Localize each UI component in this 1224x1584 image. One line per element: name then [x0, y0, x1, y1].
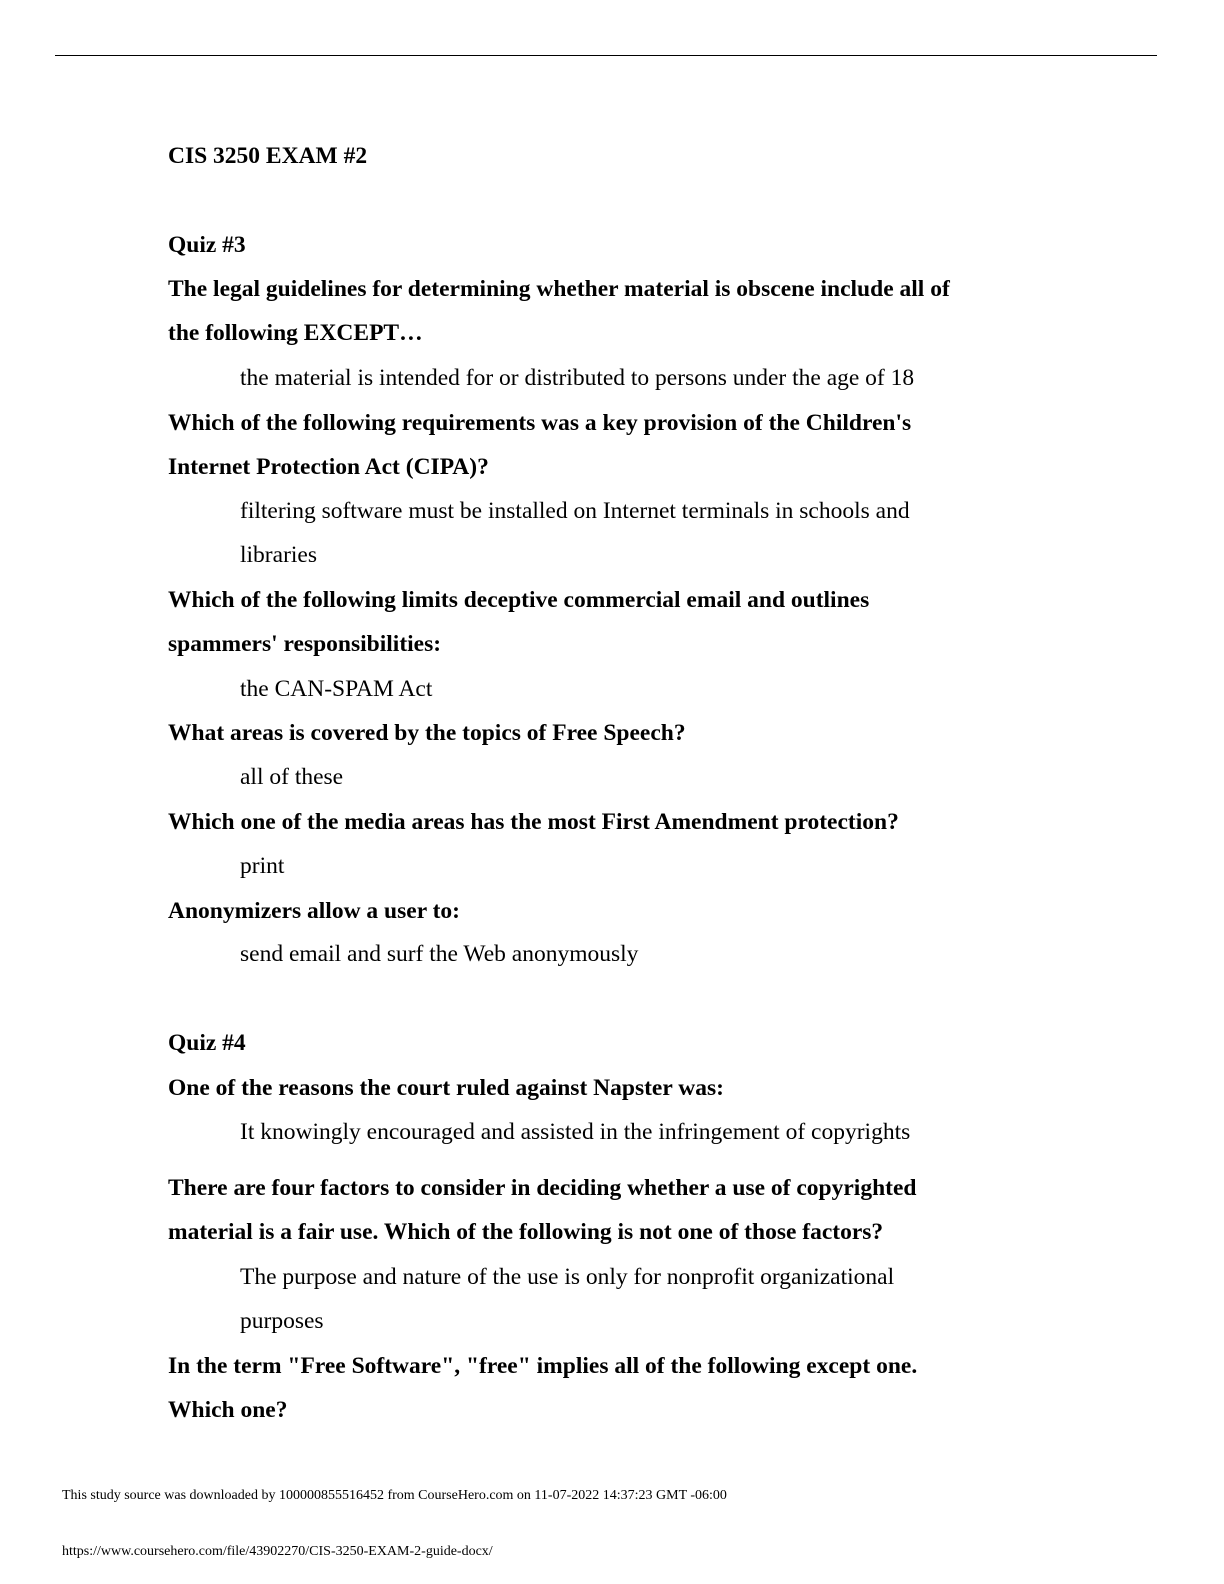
question-text: Which one of the media areas has the most First Amendment protection? — [168, 809, 899, 835]
answer-text: filtering software must be installed on Internet terminals in schools and — [240, 498, 910, 524]
answer-text: The purpose and nature of the use is only for nonprofit organizational — [240, 1264, 895, 1290]
question-text: the following EXCEPT… — [168, 320, 423, 346]
question-text: One of the reasons the court ruled against Napster was: — [168, 1075, 724, 1101]
quiz3-heading: Quiz #3 — [168, 232, 246, 258]
question-text: material is a fair use. Which of the following is not one of those factors? — [168, 1219, 884, 1245]
answer-text: all of these — [240, 764, 344, 790]
answer-text: send email and surf the Web anonymously — [240, 941, 639, 967]
question-text: There are four factors to consider in deciding whether a use of copyrighted — [168, 1175, 917, 1201]
question-text: Anonymizers allow a user to: — [168, 898, 460, 924]
question-text: The legal guidelines for determining whether material is obscene include all of — [168, 276, 950, 302]
document-title: CIS 3250 EXAM #2 — [168, 143, 368, 169]
answer-text: the CAN-SPAM Act — [240, 676, 433, 702]
question-text: spammers' responsibilities: — [168, 631, 442, 657]
download-source-note: This study source was downloaded by 100000855516452 from CourseHero.com on 11-07-2022 14:37:23 GMT -06:00 — [62, 1488, 727, 1503]
question-text: Which of the following requirements was a key provision of the Children's — [168, 410, 912, 436]
answer-text: the material is intended for or distributed to persons under the age of 18 — [240, 365, 915, 391]
question-text: Which one? — [168, 1397, 288, 1423]
answer-text: libraries — [240, 542, 317, 568]
question-text: In the term "Free Software", "free" implies all of the following except one. — [168, 1353, 918, 1379]
quiz4-heading: Quiz #4 — [168, 1030, 246, 1056]
answer-text: print — [240, 853, 285, 879]
header-rule — [55, 55, 1157, 56]
answer-text: purposes — [240, 1308, 324, 1334]
answer-text: It knowingly encouraged and assisted in the infringement of copyrights — [240, 1119, 911, 1145]
question-text: What areas is covered by the topics of Free Speech? — [168, 720, 686, 746]
question-text: Which of the following limits deceptive commercial email and outlines — [168, 587, 870, 613]
question-text: Internet Protection Act (CIPA)? — [168, 454, 489, 480]
source-url[interactable]: https://www.coursehero.com/file/43902270/CIS-3250-EXAM-2-guide-docx/ — [62, 1544, 493, 1559]
